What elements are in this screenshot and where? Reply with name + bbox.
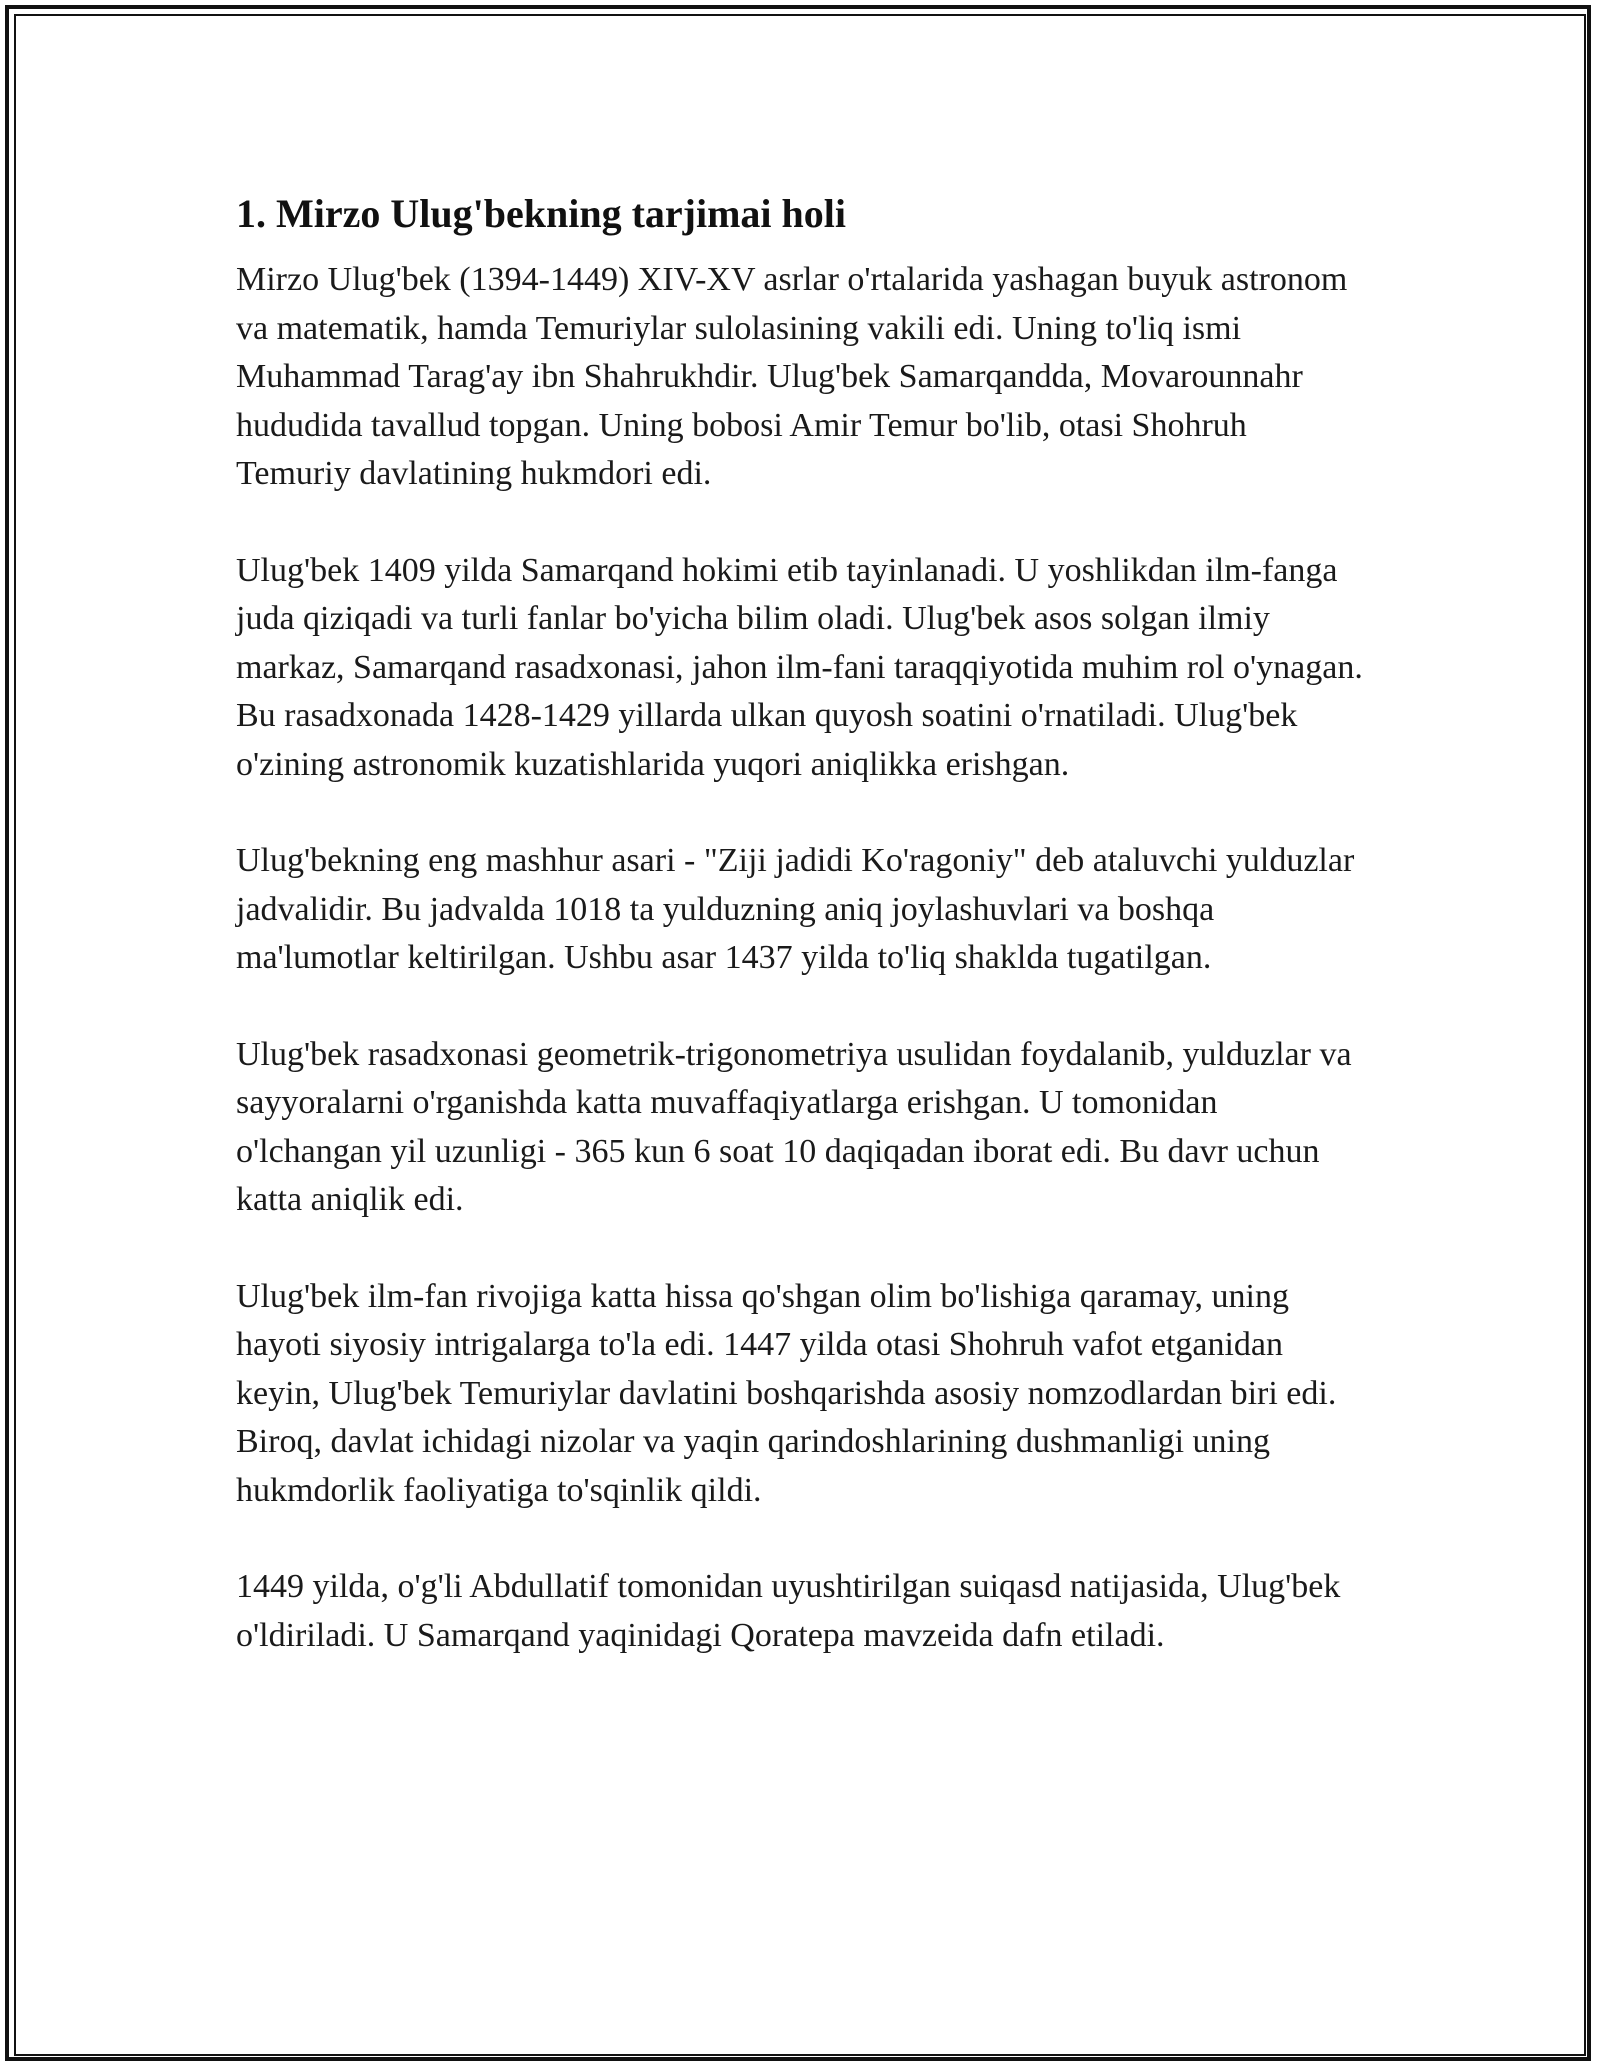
paragraph-death: 1449 yilda, o'g'li Abdullatif tomonidan uyushtirilgan suiqasd natijasida, Ulug'bek o'ldiriladi. U Samarqand yaqinidagi Qoratepa mavzeida dafn etiladi. — [236, 1568, 1341, 1654]
paragraph-star-catalogue: Ulug'bekning eng mashhur asari - "Ziji jadidi Ko'ragoniy" deb ataluvchi yulduzlar jadvalidir. Bu jadvalda 1018 ta yulduzning aniq joylashuvlari va boshqa ma'lumotlar keltirilgan. Ushbu asar 1437 yilda to'liq shaklda tugatilgan. — [236, 842, 1355, 976]
paragraph-observatory-methods: Ulug'bek rasadxonasi geometrik-trigonometriya usulidan foydalanib, yulduzlar va sayyoralarni o'rganishda katta muvaffaqiyatlarga erishgan. U tomonidan o'lchangan yil uzunligi - 365 kun 6 soat 10 daqiqadan iborat edi. Bu davr uchun katta aniqlik edi. — [236, 1035, 1352, 1218]
section-heading: 1. Mirzo Ulug'bekning tarjimai holi — [236, 191, 846, 236]
paragraph-political-life: Ulug'bek ilm-fan rivojiga katta hissa qo'shgan olim bo'lishiga qaramay, uning hayoti siyosiy intrigalarga to'la edi. 1447 yilda otasi Shohruh vafot etganidan keyin, Ulug'bek Temuriylar davlatini boshqarishda asosiy nomzodlardan biri edi. Biroq, davlat ichidagi nizolar va yaqin qarindoshlarining dushmanligi uning hukmdorlik faoliyatiga to'sqinlik qildi. — [236, 1277, 1337, 1509]
paragraph-biography-intro: Mirzo Ulug'bek (1394-1449) XIV-XV asrlar o'rtalarida yashagan buyuk astronom va matematik, hamda Temuriylar sulolasining vakili edi. Uning to'liq ismi Muhammad Tarag'ay ibn Shahrukhdir. Ulug'bek Samarqandda, Movarounnahr hududida tavallud topgan. Uning bobosi Amir Temur bo'lib, otasi Shohruh Temuriy davlatining hukmdori edi. — [236, 261, 1348, 492]
document-body — [236, 188, 1366, 1660]
paragraph-governorship: Ulug'bek 1409 yilda Samarqand hokimi etib tayinlanadi. U yoshlikdan ilm-fanga juda qiziqadi va turli fanlar bo'yicha bilim oladi. Ulug'bek asos solgan ilmiy markaz, Samarqand rasadxonasi, jahon ilm-fani taraqqiyotida muhim rol o'ynagan. Bu rasadxonada 1428-1429 yillarda ulkan quyosh soatini o'rnatiladi. Ulug'bek o'zining astronomik kuzatishlarida yuqori aniqlikka erishgan. — [236, 551, 1363, 783]
